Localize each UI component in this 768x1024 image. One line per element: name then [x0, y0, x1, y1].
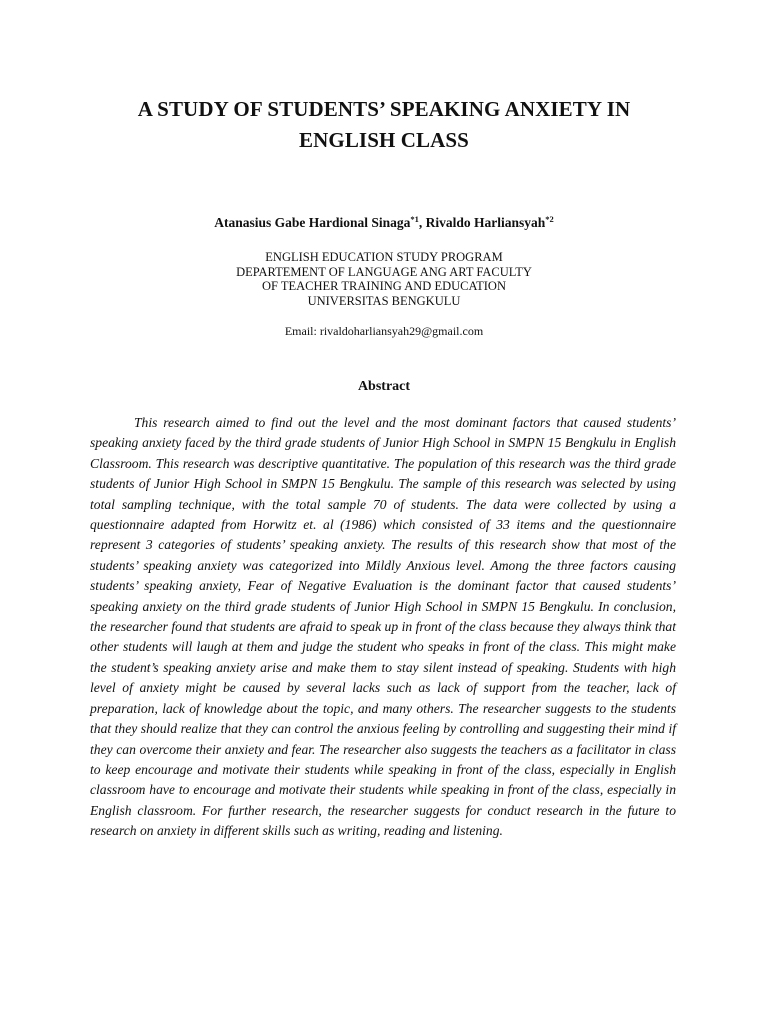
- author-mark-1: *1: [410, 214, 419, 224]
- abstract-heading: Abstract: [357, 379, 411, 394]
- paper-title: [90, 94, 678, 156]
- author-name-1: Atanasius Gabe Hardional Sinaga: [214, 215, 411, 230]
- author-mark-2: *2: [545, 214, 554, 224]
- affiliation-line-1: ENGLISH EDUCATION STUDY PROGRAM: [265, 250, 503, 264]
- paper-title-line-1: A STUDY OF STUDENTS’ SPEAKING ANXIETY IN: [137, 97, 631, 121]
- abstract-body: This research aimed to find out the level and the most dominant factors that caused students’ speaking anxiety faced by the third grade students of Junior High School in SMPN 15 Bengkulu in English Classroom. This research was descriptive quantitative. The population of this research was the third grade students of Junior High School in SMPN 15 Bengkulu. The sample of this research was selected by using total sampling technique, with the total sample 70 of students. The data were collected by using a questionnaire adapted from Horwitz et. al (1986) which consisted of 33 items and the questionnaire represent 3 categories of students’ speaking anxiety. The results of this research show that most of the students’ speaking anxiety was categorized into Mildly Anxious level. Among the three factors causing students’ speaking anxiety, Fear of Negative Evaluation is the dominant factor that caused students’ speaking anxiety on the third grade students of Junior High School in SMPN 15 Bengkulu. In conclusion, the researcher found that students are afraid to speak up in front of the class because they always think that other students will laugh at them and judge the student who speaks in front of the class. This might make the student’s speaking anxiety arise and make them to stay silent instead of speaking. Students with high level of anxiety might be caused by several lacks such as lack of support from the teacher, lack of preparation, lack of knowledge about the topic, and many others. The researcher suggests to the students that they should realize that they can control the anxious feeling by controlling and suggesting their mind if they can overcome their anxiety and fear. The researcher also suggests the teachers as a facilitator in class to keep encourage and motivate their students while speaking in front of the class, especially in English classroom have to encourage and motivate their students while speaking in front of the class, especially in English classroom. For further research, the researcher suggests for conduct research in the future to research on anxiety in different skills such as writing, reading and listening.: [90, 415, 676, 839]
- contact-email: Email: rivaldoharliansyah29@gmail.com: [284, 324, 484, 338]
- affiliation-line-3: OF TEACHER TRAINING AND EDUCATION: [262, 279, 506, 293]
- paper-title-line-2: ENGLISH CLASS: [299, 128, 469, 152]
- affiliation-line-4: UNIVERSITAS BENGKULU: [307, 293, 461, 308]
- affiliation-line-2: DEPARTEMENT OF LANGUAGE ANG ART FACULTY: [236, 264, 532, 279]
- author-name-2: Rivaldo Harliansyah: [425, 215, 546, 230]
- author-list: [80, 214, 688, 232]
- author-separator: ,: [418, 215, 426, 230]
- affiliation-block: [80, 250, 688, 308]
